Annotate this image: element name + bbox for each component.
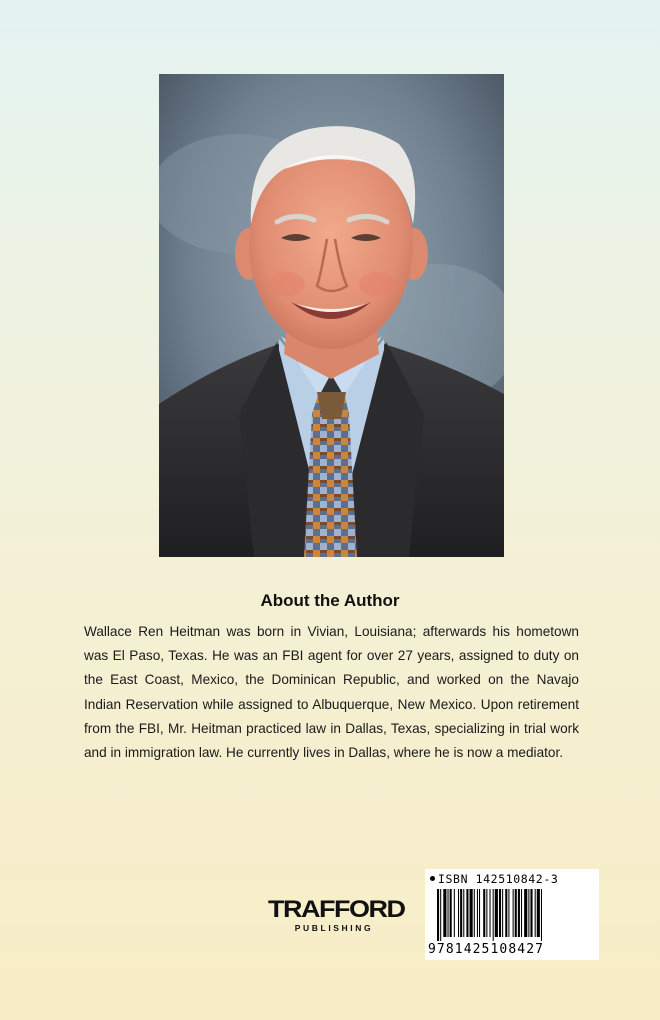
barcode-bars <box>437 889 587 941</box>
barcode-bar <box>440 889 441 941</box>
about-heading: About the Author <box>260 591 400 610</box>
barcode-bar <box>508 889 509 937</box>
isbn-label: ISBN 142510842-3 <box>438 872 559 886</box>
barcode-bar <box>443 889 446 937</box>
barcode-bar <box>448 889 449 937</box>
author-photo <box>159 74 504 557</box>
isbn-barcode <box>425 869 599 960</box>
barcode-bar <box>524 889 527 937</box>
barcode-bar <box>479 889 480 937</box>
author-portrait <box>159 74 504 557</box>
barcode-bar <box>521 889 522 937</box>
publisher-logo <box>268 895 405 937</box>
barcode-bar <box>505 889 507 937</box>
barcode-bar <box>528 889 529 937</box>
barcode-bar <box>458 889 459 937</box>
barcode-bar <box>463 889 464 937</box>
barcode-bar <box>454 889 455 937</box>
barcode-bar <box>437 889 439 941</box>
barcode-bar <box>470 889 473 937</box>
author-bio: Wallace Ren Heitman was born in Vivian, Louisiana; afterwards his hometown was El Paso, Texas. He was an FBI agent for over 27 years, assigned to duty on the East Coast, Mexico, the Dominican Republic, and worked on the Navajo Indian Reservation while assigned to Albuquerque, New Mexico. Upon retirement from the FBI, Mr. Heitman practiced law in Dallas, Texas, specializing in trial work and in immigration law. He currently lives in Dallas, where he is now a mediator. <box>84 624 579 761</box>
barcode-bar <box>513 889 514 937</box>
barcode-bar <box>493 889 494 941</box>
barcode-bar <box>499 889 501 937</box>
barcode-bar <box>477 889 478 937</box>
barcode-bar <box>450 889 452 937</box>
barcode-bar <box>460 889 462 937</box>
barcode-bar <box>541 889 542 941</box>
barcode-bar <box>502 889 503 937</box>
barcode-bar <box>537 889 540 937</box>
publisher-name: TRAFFORD <box>268 895 405 923</box>
barcode-bar <box>483 889 485 937</box>
barcode-bar <box>486 889 487 937</box>
barcode-number: 9781425108427 <box>428 942 545 957</box>
bullet-icon <box>430 876 435 881</box>
barcode-bar <box>515 889 517 937</box>
barcode-bar <box>466 889 468 937</box>
barcode-bar <box>490 889 491 937</box>
barcode-bar <box>474 889 475 937</box>
barcode-bar <box>535 889 536 937</box>
barcode-bar <box>530 889 532 937</box>
barcode-bar <box>518 889 520 937</box>
barcode-bar <box>495 889 498 937</box>
publisher-subtitle: PUBLISHING <box>294 923 374 933</box>
